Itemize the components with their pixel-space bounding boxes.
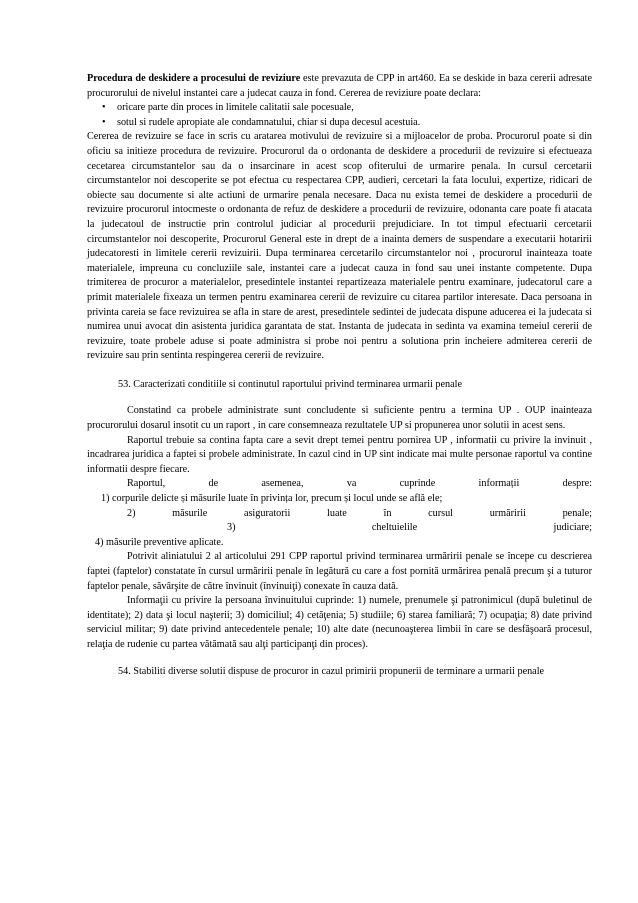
bullet-list [87, 101, 592, 130]
list-2-word: penale; [562, 507, 592, 519]
list-2-num: 2) [127, 507, 136, 519]
question-heading-54: 54. Stabiliti diverse solutii dispuse de procuror in cazul primirii propunerii de terminare a urmarii penale [118, 665, 545, 677]
list-2-word: cursul [428, 507, 454, 519]
list-item-1: 1) corpurile delicte și măsurile luate în privința lor, precum și locul unde se află ele; [101, 493, 443, 505]
list-3-num: 3) [227, 522, 236, 534]
paragraph-53-2: Raportul trebuie sa contina fapta care a sevit drept temei pentru pornirea UP , informatii cu privire la invinuit , incadrarea juridica a faptei si probele administrate. In cazul cind in UP sint indicate mai multe personae raportul va contine informatii despre fiecare. [87, 434, 592, 475]
paragraph-text: este prevazuta de CPP in art460. Ea se deskide in baza cererii adresate procurorului de nivelul instantei care a judecat cauza in fond. Cererea de reviziure poate declara: [87, 73, 592, 99]
question-heading-53: 53. Caracterizati conditiile si continutul raportului privind terminarea urmarii penale [118, 378, 462, 390]
list-item: • sotul si rudele apropiate ale condamnatului, chiar si dupa decesul acestuia. [117, 116, 592, 131]
document-page [87, 72, 592, 691]
list-3-word: judiciare; [553, 522, 592, 534]
paragraph-53-3: Potrivit aliniatului 2 al articolului 291 CPP raportul privind terminarea urmăririi penale se începe cu descrierea faptei (faptelor) constatate în cursul urmăririi penale în legătură cu care a fost pornită urmărirea penală precum şi a tuturor faptelor penale, săvârşite de către învinuit (învinuiţi) conexate în cauza dată. [87, 551, 592, 592]
list-2-word: în [383, 507, 392, 519]
list-item-2 [87, 507, 592, 522]
list-2-word: urmăririi [489, 507, 526, 519]
list-2-word: măsurile [172, 507, 208, 519]
paragraph-revision-body: Cererea de revizuire se face in scris cu aratarea motivului de revizuire si a mijloacelor de proba. Procurorul poate si din oficiu sa initieze procedura de revizuire. Procurorul da o ordonanta de deskidere a procedurii de revizuire si efectueaza cecetarea circumstantelor sau da o insarcinare in acest scop ofiterului de urmarire penala. In cursul cercetarii circumstantelor noi descoperite se pot efectua cu respectarea CPP, audieri, cercetari la fata locului, expertize, ridicari de obiecte sau documente si alte actiuni de urmarire penala necesare. Daca nu exista temei de deskidere a procedurii de revizuire procurorul intocmeste o ordonanta de refuz de deskidere a procedurii de revizuire, odonanta care poate fi atacata la judecatoul de instructie prin controlul judiciar al procedurii prejudiciare. In tot timpul efectuarii cercetarii circumstantelor noi descoperite, Procurorul General este in drept de a inainta demers de suspendare a executarii hotaririi judecatoresti in limitele cererii revizuirii. Dupa terminarea cercetarilo circumstantelor noi , procurorul inainteaza toate materialele, impreuna cu concluziile sale, instantei care a judecat cauza in fond sau unei instante competente. Dupa trimiterea de procuror a materialelor, presedintele instantei repartizeaza materialele pentru examinare, judecatorul care a primit materialele fixeaza un termen pentru examinarea cererii de revizuire cu citarea partilor interesate. Daca persoana in privinta careia se face revizuirea se afla in stare de arest, presedintele sedintei de judecata dispune aducerea ei la judecata si numirea unui avocat din asistenta juridica garantata de stat. Instanta de judecata in sedinta va examina temeiul cererii de revizuire, toate probele aduse si poate administra si probe noi pentru a solutiona prin incheiere admiterea cererii de revizuire sau prin sentinta respingerea cererii de revizuire. [87, 131, 592, 362]
paragraph-53-1: Constatind ca probele administrate sunt concludente si suficiente pentru a termina UP . OUP inainteaza procurorului dosarul insotit cu un raport , in care consemneaza rezultatele UP si propunerea unor solutii in acest sens. [87, 405, 592, 432]
list-2-word: asiguratorii [243, 507, 291, 519]
list-2-word: luate [327, 507, 347, 519]
list-item-4: 4) măsurile preventive aplicate. [95, 536, 224, 548]
list-item-3 [87, 521, 592, 536]
paragraph-53-4: Informaţii cu privire la persoana învinuitului cuprinde: 1) numele, prenumele şi patronimicul (după buletinul de identitate); 2) data şi locul naşterii; 3) domiciliul; 4) cetăţenia; 5) studiile; 6) starea familiară; 7) ocupaţia; 8) date privind serviciul militar; 9) date privind antecedentele penale; 10) alte date (necunoaşterea limbii în care se desfăşoară procesul, relaţia de rudenie cu partea vătămată sau alţi participanţi din proces). [87, 595, 592, 650]
list-intro: Raportul, de asemenea, va cuprinde informații despre: [127, 478, 592, 490]
list-3-word: cheltuielile [371, 522, 418, 534]
bold-lead: Procedura de deskidere a procesului de reviziure [87, 73, 301, 84]
list-item: • oricare parte din proces in limitele calitatii sale pocesuale, [117, 101, 592, 116]
paragraph-procedure-intro [87, 72, 592, 101]
